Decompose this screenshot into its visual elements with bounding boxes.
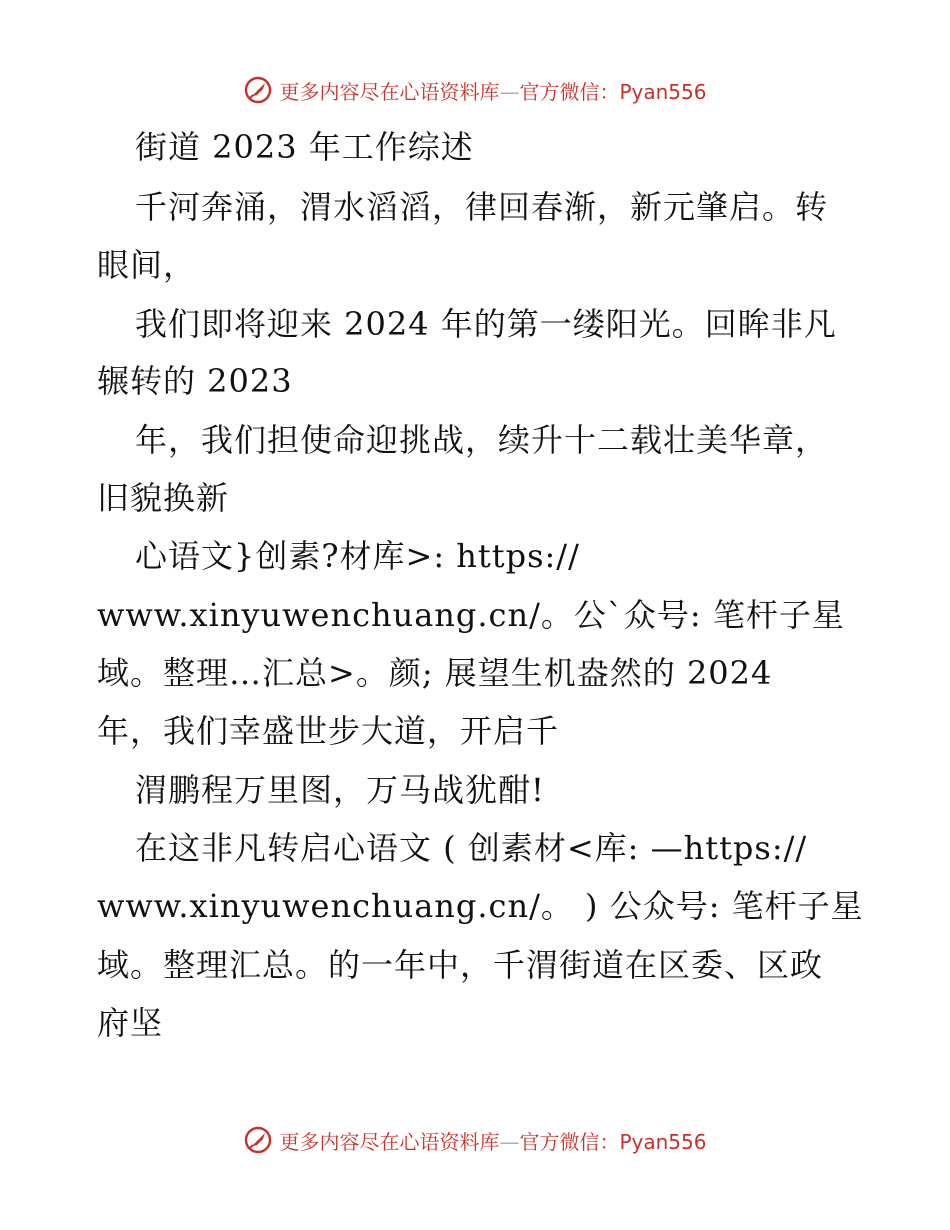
document-title: 街道 2023 年工作综述	[135, 128, 474, 166]
footer-banner-title: 更多内容尽在心语资料库	[279, 1129, 500, 1154]
footer-watermark-banner	[0, 1120, 950, 1160]
paragraph-line: 渭鹏程万里图，万马战犹酣!	[135, 771, 545, 809]
paragraph-line: 我们即将迎来 2024 年的第一缕阳光。回眸非凡	[135, 305, 837, 343]
quill-pen-logo-icon	[243, 1125, 273, 1155]
header-banner-contact: 官方微信：Pyan556	[519, 79, 707, 104]
paragraph-line: 府坚	[97, 1004, 164, 1042]
paragraph-line: www.xinyuwenchuang.cn/。公`众号: 笔杆子星	[97, 596, 845, 634]
paragraph-line: 千河奔涌，渭水滔滔，律回春渐，新元肇启。转	[135, 188, 829, 226]
paragraph-line: 眼间，	[97, 246, 197, 284]
paragraph-line: 在这非凡转启心语文 ( 创素材<库: —https://	[135, 829, 808, 867]
paragraph-line: 域。整理汇总。的一年中，千渭街道在区委、区政	[97, 946, 824, 984]
footer-banner-contact: 官方微信：Pyan556	[519, 1129, 707, 1154]
paragraph-line: 旧貌换新	[97, 479, 230, 517]
footer-banner-text	[279, 1126, 706, 1155]
footer-banner-dash: —	[499, 1129, 520, 1154]
paragraph-line: www.xinyuwenchuang.cn/。 ) 公众号: 笔杆子星	[97, 887, 864, 925]
paragraph-line: 域。整理…汇总>。颜; 展望生机盎然的 2024	[97, 654, 773, 692]
paragraph-line: 心语文}创素?材库>: https://	[135, 537, 580, 575]
paragraph-line: 辗转的 2023	[97, 362, 293, 400]
paragraph-line: 年，我们担使命迎挑战，续升十二载壮美华章，	[135, 421, 829, 459]
header-banner-title: 更多内容尽在心语资料库	[279, 79, 500, 104]
paragraph-line: 年，我们幸盛世步大道，开启千	[97, 712, 560, 750]
header-banner-dash: —	[499, 79, 520, 104]
